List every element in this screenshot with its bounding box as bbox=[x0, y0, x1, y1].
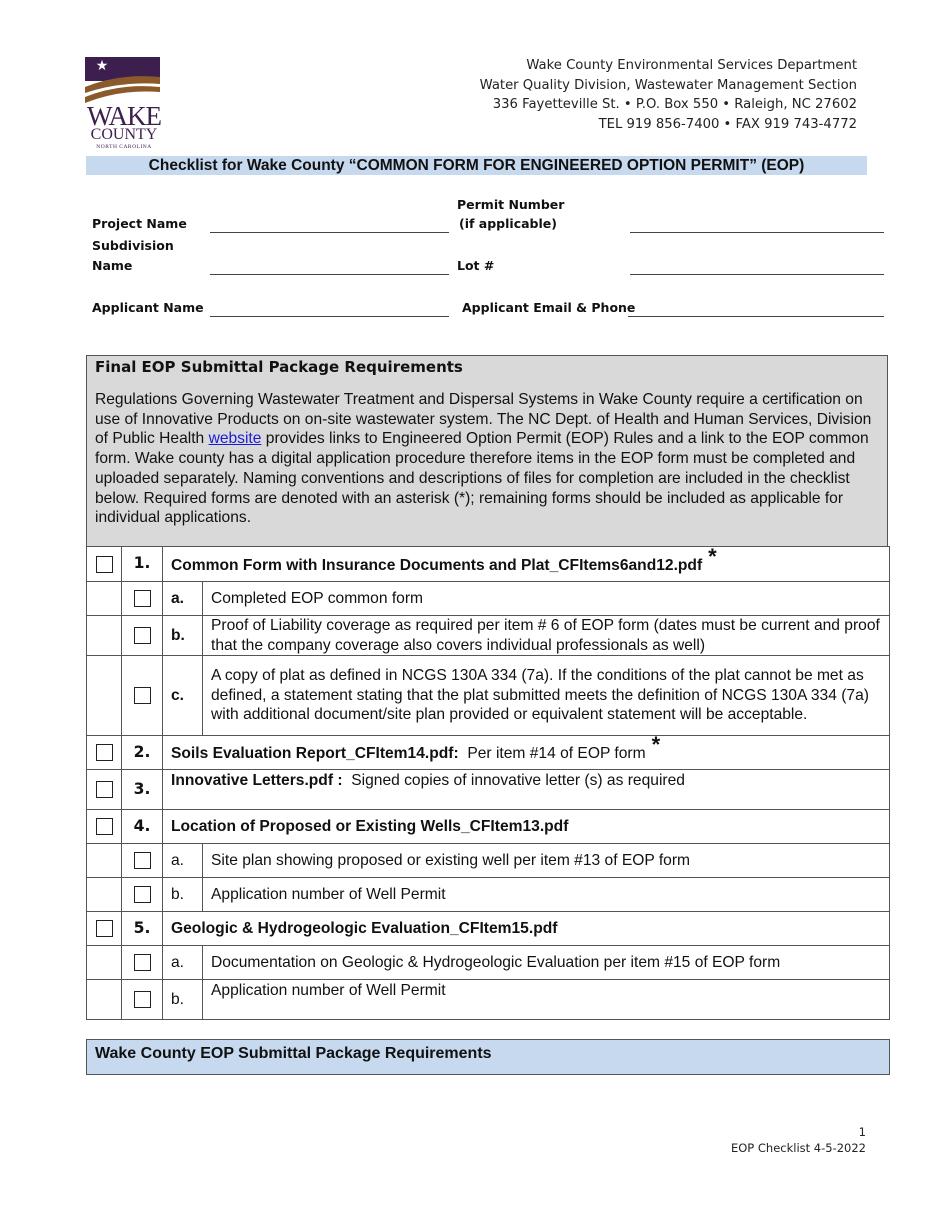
address-line-2: Water Quality Division, Wastewater Management Section bbox=[479, 77, 857, 93]
checklist-row-3 bbox=[87, 770, 890, 810]
item-4a-text: Site plan showing proposed or existing well per item #13 of EOP form bbox=[203, 844, 890, 878]
lot-label: Lot # bbox=[457, 258, 495, 273]
item-letter: b. bbox=[163, 616, 203, 656]
checklist-row-4a bbox=[87, 844, 890, 878]
item-letter: b. bbox=[163, 878, 203, 912]
checklist-row-5a bbox=[87, 946, 890, 980]
item-4-title: Location of Proposed or Existing Wells_CFItem13.pdf bbox=[163, 810, 890, 844]
permit-number-input[interactable] bbox=[630, 232, 884, 233]
checklist-row-4b bbox=[87, 878, 890, 912]
page-number: 1 bbox=[858, 1125, 866, 1139]
logo-wake: WAKE bbox=[87, 101, 161, 131]
item-2-title: Soils Evaluation Report_CFItem14.pdf: bbox=[171, 745, 459, 763]
item-1-title: Common Form with Insurance Documents and Plat_CFItems6and12.pdf bbox=[171, 556, 703, 574]
website-link[interactable]: website bbox=[208, 430, 262, 448]
checkbox-item-1b[interactable] bbox=[134, 627, 151, 644]
project-name-label: Project Name bbox=[92, 216, 187, 231]
item-3-title: Innovative Letters.pdf : bbox=[171, 772, 343, 789]
item-5-title: Geologic & Hydrogeologic Evaluation_CFItem15.pdf bbox=[163, 912, 890, 946]
item-letter: a. bbox=[163, 844, 203, 878]
item-number: 4. bbox=[122, 810, 163, 844]
item-4b-text: Application number of Well Permit bbox=[203, 878, 890, 912]
checklist-row-1b bbox=[87, 616, 890, 656]
item-5b-text: Application number of Well Permit bbox=[203, 980, 890, 1020]
checklist-row-1c bbox=[87, 656, 890, 736]
requirements-heading: Final EOP Submittal Package Requirements bbox=[95, 358, 463, 376]
department-address bbox=[480, 56, 857, 134]
applicant-email-label: Applicant Email & Phone bbox=[462, 300, 636, 315]
subdivision-label: Subdivision bbox=[92, 238, 174, 253]
checklist-row-1 bbox=[87, 547, 890, 582]
checkbox-item-1[interactable] bbox=[96, 556, 113, 573]
checkbox-item-3[interactable] bbox=[96, 781, 113, 798]
checkbox-item-4[interactable] bbox=[96, 818, 113, 835]
checklist-row-4 bbox=[87, 810, 890, 844]
item-letter: a. bbox=[163, 582, 203, 616]
item-5a-text: Documentation on Geologic & Hydrogeologic Evaluation per item #15 of EOP form bbox=[203, 946, 890, 980]
item-number: 3. bbox=[122, 770, 163, 810]
logo-county: COUNTY bbox=[90, 126, 158, 143]
requirements-text-part-1: Regulations Governing Wastewater Treatment and Dispersal Systems in Wake County require a certification on use of Innovative Products on on-site wastewater system. The NC Dept. of Health and Human Services, Division of Public Health bbox=[95, 391, 872, 448]
checkbox-item-5a[interactable] bbox=[134, 954, 151, 971]
item-letter: b. bbox=[163, 980, 203, 1020]
checkbox-item-5b[interactable] bbox=[134, 991, 151, 1008]
checkbox-item-5[interactable] bbox=[96, 920, 113, 937]
item-3-text: Signed copies of innovative letter (s) as required bbox=[351, 772, 685, 789]
checkbox-item-1a[interactable] bbox=[134, 590, 151, 607]
item-letter: a. bbox=[163, 946, 203, 980]
logo-state: NORTH CAROLINA bbox=[96, 144, 152, 150]
item-1b-text: Proof of Liability coverage as required per item # 6 of EOP form (dates must be current and proof that the company coverage also covers individual professionals as well) bbox=[203, 616, 890, 656]
item-number: 5. bbox=[122, 912, 163, 946]
checklist-row-5 bbox=[87, 912, 890, 946]
checkbox-item-2[interactable] bbox=[96, 744, 113, 761]
applicant-name-label: Applicant Name bbox=[92, 300, 204, 315]
checkbox-item-1c[interactable] bbox=[134, 687, 151, 704]
applicant-name-input[interactable] bbox=[210, 316, 449, 317]
checklist-row-5b bbox=[87, 980, 890, 1020]
lot-input[interactable] bbox=[630, 274, 884, 275]
document-version: EOP Checklist 4-5-2022 bbox=[730, 1141, 866, 1155]
subdivision-input[interactable] bbox=[210, 274, 449, 275]
item-1a-text: Completed EOP common form bbox=[203, 582, 890, 616]
page-footer bbox=[731, 1124, 866, 1156]
logo-star: ★ bbox=[95, 59, 109, 74]
address-line-4: TEL 919 856-7400 • FAX 919 743-4772 bbox=[598, 116, 857, 132]
requirements-text bbox=[95, 390, 880, 528]
address-line-1: Wake County Environmental Services Department bbox=[526, 58, 857, 73]
checklist-table bbox=[86, 543, 890, 1020]
checklist-row-2 bbox=[87, 736, 890, 770]
permit-number-label: Permit Number bbox=[457, 197, 565, 212]
checkbox-item-4b[interactable] bbox=[134, 886, 151, 903]
project-name-input[interactable] bbox=[210, 232, 449, 233]
item-number: 1. bbox=[122, 547, 163, 582]
required-asterisk: * bbox=[708, 543, 717, 569]
applicant-email-input[interactable] bbox=[628, 316, 884, 317]
wake-county-logo bbox=[85, 57, 163, 153]
wake-county-requirements-heading: Wake County EOP Submittal Package Requirements bbox=[86, 1039, 890, 1075]
subdivision-label-2: Name bbox=[92, 258, 133, 273]
page-title: Checklist for Wake County “COMMON FORM FOR ENGINEERED OPTION PERMIT” (EOP) bbox=[86, 156, 867, 175]
item-letter: c. bbox=[163, 656, 203, 736]
requirements-text-part-2: provides links to Engineered Option Permit (EOP) Rules and a link to the EOP common form. Wake county has a digital application procedure therefore items in the EOP form must be completed and uploaded separately. Naming conventions and descriptions of files for completion are included in the checklist below. Required forms are denoted with an asterisk (*); remaining forms should be included as applicable for individual applications. bbox=[95, 430, 869, 527]
submittal-requirements-box bbox=[86, 355, 888, 547]
permit-number-sublabel: (if applicable) bbox=[459, 216, 557, 231]
item-1c-text: A copy of plat as defined in NCGS 130A 334 (7a). If the conditions of the plat cannot be met as defined, a statement stating that the plat submitted meets the definition of NCGS 130A 334 (7a) with additional document/site plan provided or equivalent statement will be acceptable. bbox=[203, 656, 890, 736]
item-number: 2. bbox=[122, 736, 163, 770]
address-line-3: 336 Fayetteville St. • P.O. Box 550 • Raleigh, NC 27602 bbox=[492, 97, 857, 112]
checkbox-item-4a[interactable] bbox=[134, 852, 151, 869]
checklist-row-1a bbox=[87, 582, 890, 616]
required-asterisk: * bbox=[651, 732, 661, 758]
item-2-text: Per item #14 of EOP form bbox=[467, 745, 646, 763]
